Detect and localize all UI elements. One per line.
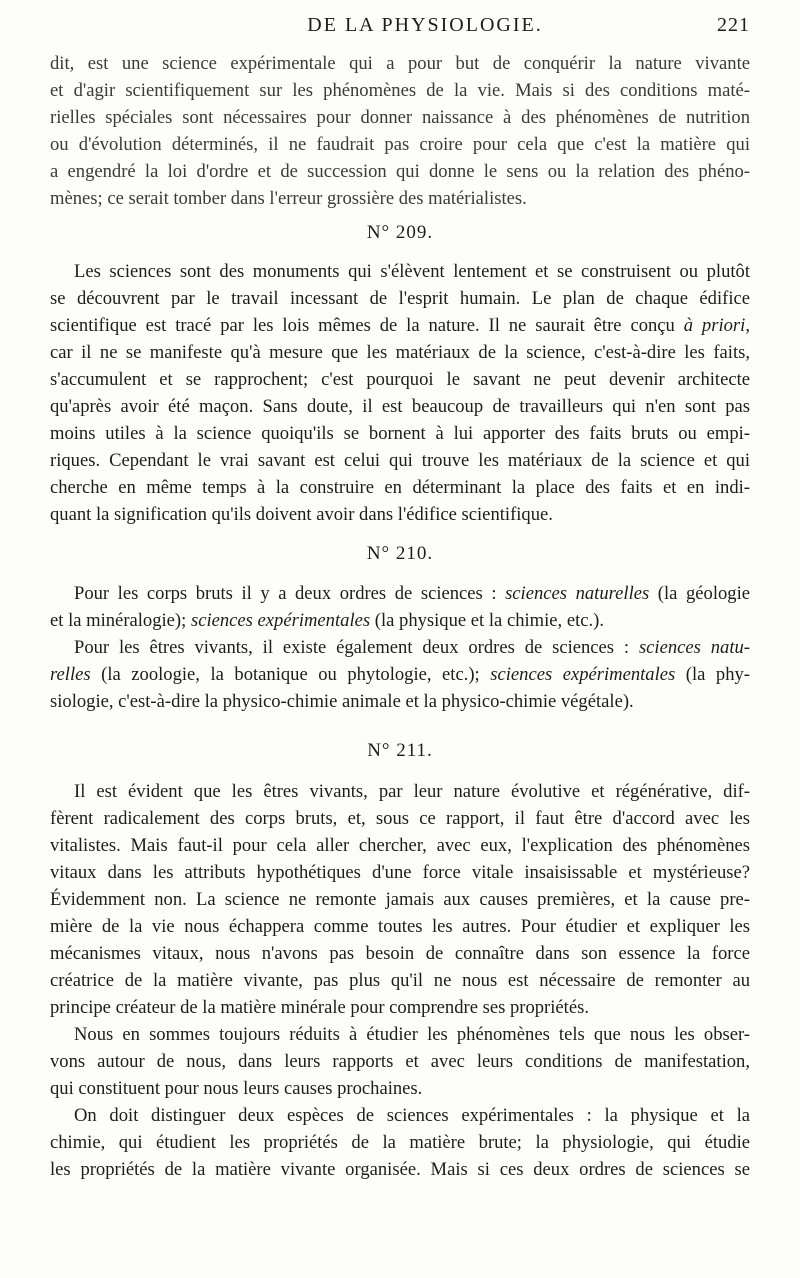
text-line: chimie, qui étudient les propriétés de la matière brute; la physiologie, qui étudie <box>50 1132 750 1153</box>
text-line: cherche en même temps à la construire en déterminant la place des faits et en indi- <box>50 477 750 498</box>
text-line: rielles spéciales sont nécessaires pour donner naissance à des phénomènes de nutrition <box>50 107 750 128</box>
text-line: Il est évident que les êtres vivants, par leur nature évolutive et régénérative, dif- <box>74 781 750 802</box>
paragraph <box>50 778 750 1183</box>
text-line: scientifique est tracé par les lois mêmes de la nature. Il ne saurait être conçu à priori, <box>50 315 750 336</box>
text-line: Les sciences sont des monuments qui s'élèvent lentement et se construisent ou plutôt <box>74 261 750 282</box>
text-line: vitaux dans les attributs hypothétiques d'une force vitale insaisissable et mystérieuse? <box>50 862 750 883</box>
text-line: qu'après avoir été maçon. Sans doute, il est beaucoup de travailleurs qui n'en sont pas <box>50 396 750 417</box>
section-211-body <box>50 778 750 1183</box>
text-line: Nous en sommes toujours réduits à étudier les phénomènes tels que nous les obser- <box>74 1024 750 1045</box>
section-number-210: N° 210. <box>366 543 434 564</box>
text-line: s'accumulent et se rapprochent; c'est pourquoi le savant ne peut devenir architecte <box>50 369 750 390</box>
text-line: car il ne se manifeste qu'à mesure que les matériaux de la science, c'est-à-dire les faits, <box>50 342 750 363</box>
page-number: 221 <box>717 14 750 36</box>
text-line: quant la signification qu'ils doivent avoir dans l'édifice scientifique. <box>50 504 553 525</box>
text-line: vitalistes. Mais faut-il pour cela aller chercher, avec eux, l'explication des phénomènes <box>50 835 750 856</box>
text-line: siologie, c'est-à-dire la physico-chimie animale et la physico-chimie végétale). <box>50 691 634 712</box>
text-line: mènes; ce serait tomber dans l'erreur grossière des matérialistes. <box>50 188 527 209</box>
text-line: mécanismes vitaux, nous n'avons pas besoin de connaître dans son essence la force <box>50 943 750 964</box>
section-number-209: N° 209. <box>366 222 434 243</box>
text-line: qui constituent pour nous leurs causes prochaines. <box>50 1078 423 1099</box>
text-line: créatrice de la matière vivante, pas plus qu'il ne nous est nécessaire de remonter au <box>50 970 750 991</box>
text-line: fèrent radicalement des corps bruts, et, sous ce rapport, il faut être d'accord avec les <box>50 808 750 829</box>
paragraph <box>50 258 750 528</box>
section-209-body <box>50 258 750 528</box>
running-head: DE LA PHYSIOLOGIE. <box>307 14 543 36</box>
text-line: se découvrent par le travail incessant de l'esprit humain. Le plan de chaque édifice <box>50 288 750 309</box>
paragraph-continuation <box>50 50 750 212</box>
paragraph <box>50 50 750 212</box>
text-line: vons autour de nous, dans leurs rapports et avec leurs conditions de manifestation, <box>50 1051 750 1072</box>
text-line: On doit distinguer deux espèces de sciences expérimentales : la physique et la <box>74 1105 750 1126</box>
text-line: Pour les corps bruts il y a deux ordres de sciences : sciences naturelles (la géologie <box>74 583 750 604</box>
section-number-211: N° 211. <box>367 740 433 761</box>
text-line: les propriétés de la matière vivante organisée. Mais si ces deux ordres de sciences se <box>50 1159 750 1180</box>
text-line: ou d'évolution déterminés, il ne faudrait pas croire pour cela que c'est la matière qui <box>50 134 750 155</box>
text-line: riques. Cependant le vrai savant est celui qui trouve les matériaux de la science et qui <box>50 450 750 471</box>
section-210-body <box>50 580 750 715</box>
text-line: Pour les êtres vivants, il existe également deux ordres de sciences : sciences natu- <box>74 637 750 658</box>
text-line: relles (la zoologie, la botanique ou phytologie, etc.); sciences expérimentales (la phy- <box>50 664 750 685</box>
text-line: et la minéralogie); sciences expérimentales (la physique et la chimie, etc.). <box>50 610 604 631</box>
text-line: principe créateur de la matière minérale pour comprendre ses propriétés. <box>50 997 589 1018</box>
text-line: mière de la vie nous échappera comme toutes les autres. Pour étudier et expliquer les <box>50 916 750 937</box>
text-line: dit, est une science expérimentale qui a pour but de conquérir la nature vivante <box>50 53 750 74</box>
text-line: moins utiles à la science quoiqu'ils se bornent à lui apporter des faits bruts ou empi- <box>50 423 750 444</box>
text-line: et d'agir scientifiquement sur les phénomènes de la vie. Mais si des conditions maté- <box>50 80 750 101</box>
paragraph <box>50 580 750 715</box>
text-line: a engendré la loi d'ordre et de succession qui donne le sens ou la relation des phéno- <box>50 161 750 182</box>
page-header <box>100 14 750 38</box>
text-line: Évidemment non. La science ne remonte jamais aux causes premières, et la cause pre- <box>50 889 750 910</box>
